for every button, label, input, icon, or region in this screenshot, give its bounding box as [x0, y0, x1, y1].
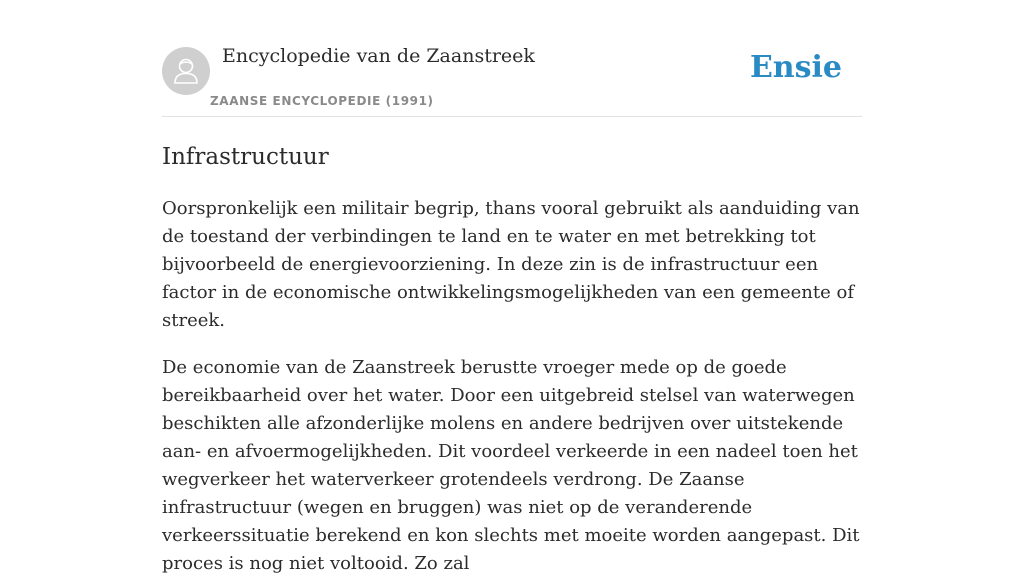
entry-paragraph: De economie van de Zaanstreek berustte vroeger mede op de goede bereikbaarheid over het water. Door een uitgebreid stelsel van waterwegen beschikten alle afzonderlijke molens en andere bedrijven over uitstekende aan- en afvoermogelijkheden. Dit voordeel verkeerde in een nadeel toen het wegverkeer het waterverkeer grotendeels verdrong. De Zaanse infrastructuur (wegen en bruggen) was niet op de veranderende verkeerssituatie berekend en kon slechts met moeite worden aangepast. Dit proces is nog niet voltooid. Zo zal: [162, 357, 860, 574]
user-icon: [162, 47, 210, 95]
article-page: [162, 0, 862, 578]
entry-paragraph: Oorspronkelijk een militair begrip, thans vooral gebruikt als aanduiding van de toestand der verbindingen te land en te water en met betrekking tot bijvoorbeeld de energievoorziening. In deze zin is de infrastructuur een factor in de economische ontwikkelingsmogelijkheden van een gemeente of streek.: [162, 198, 860, 331]
entry-title: Infrastructuur: [162, 144, 329, 170]
source-header: [162, 0, 862, 117]
ensie-logo-link[interactable]: Ensie: [749, 50, 842, 85]
avatar[interactable]: [162, 47, 210, 95]
source-subtitle: ZAANSE ENCYCLOPEDIE (1991): [210, 94, 434, 108]
source-title[interactable]: Encyclopedie van de Zaanstreek: [222, 45, 535, 67]
